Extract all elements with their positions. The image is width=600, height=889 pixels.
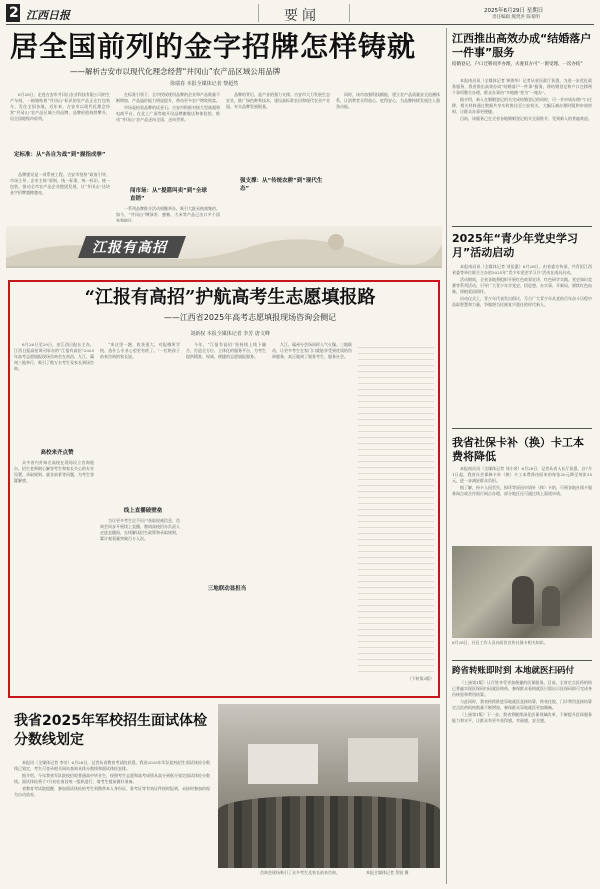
feature-col-1: [14, 342, 94, 446]
paper-name: 江西日报: [26, 9, 70, 22]
bottom-photo: [218, 704, 440, 868]
lead-col-4: [336, 92, 440, 222]
bottom-paragraph: 据介绍，今年我省军队院校招收普通高中毕业生，按照考生志愿和高考成绩从高分到低分划定面试体检分数线。面试体检将于7月初在南昌统一组织进行，请考生提前做好准备。: [14, 773, 210, 784]
bottom-photo-credit: 本报全媒体记者 蔡锐 摄: [366, 870, 409, 875]
story1-paragraph: 据介绍，新人在婚姻登记机关完成结婚登记的同时，可一并申请办理户口迁移，相关材料通过数据共享实时推送至公安机关，大幅压减办理时限和申请材料，让群众办事更便捷。: [452, 97, 592, 114]
bottom-paragraph: 省教育考试院提醒，参加面试体检的考生须携带本人身份证、准考证等有效证件按时报到，未按时参加的视为自动放弃。: [14, 786, 210, 797]
lead-headline: 居全国前列的金字招牌怎样铸就: [10, 30, 417, 63]
lead-subhead-2: 闯市场：从“提篮叫卖”到“全球直销”: [130, 188, 207, 202]
lead-byline: 徐瑞春 本报全媒体记者 黎超然: [170, 81, 239, 87]
feature-paragraph: 九江、赣州分会场同样人气火爆。三地联动，让更多考生在家门口就能享受到优质的咨询服务，真正做到了服务考生、服务社会。: [272, 342, 352, 359]
column-divider: [446, 28, 447, 884]
right-photo: [452, 546, 592, 638]
feature-subhead-1: 高校来齐点赞: [40, 450, 74, 456]
banner-graphic: [6, 226, 442, 266]
banner-label: 江报有高招: [92, 240, 167, 256]
masthead: [6, 4, 594, 24]
story1-subtitle: 结婚登记、户口迁移同步办理，夫妻双方可“一窗受理、一次办结”: [452, 62, 583, 67]
feature-col-4: [272, 342, 352, 684]
right-rule-2: [452, 428, 592, 429]
story1-paragraph: 本报南昌讯（全媒体记者 钟海华）记者从省民政厅获悉，为进一步优化政务服务，我省推出高效办成“结婚落户一件事”服务，将结婚登记和户口迁移两个事项整合办理，群众办事由“多地跑”变为“一地办”。: [452, 78, 592, 95]
feature-col-2: [100, 342, 180, 502]
section-title: 要闻: [284, 8, 320, 24]
lead-subtitle: ——解析吉安市以现代化理念经营“井冈山”农产品区域公用品牌: [70, 67, 281, 76]
story3-paragraph: 据了解，持卡人因丢失、损坏等原因申请补（换）卡的，可到各地社保卡服务网点或合作银行网点办理，部分地区还可通过线上渠道申请。: [452, 485, 592, 496]
lead-subhead-3: 强支撑：从“传统农耕”到“现代生态”: [240, 178, 323, 192]
story2-paragraph: 启动仪式上，青少年代表发出倡议，号召广大青少年从党的百年奋斗历程中汲取智慧和力量，争做堪当民族复兴重任的时代新人。: [452, 296, 592, 307]
lead-col-1: [10, 92, 110, 148]
banner-wave: [6, 239, 442, 266]
lead-paragraph: 一系列品牌推介活动相继举办，吸引大批采购商签约。如今，“井冈山”牌绿茶、蜜柚、大米等产品已出口多个国家和地区。: [116, 206, 220, 222]
photo-figure: [542, 586, 560, 626]
photo-booth: [248, 744, 318, 784]
bottom-body: [14, 760, 210, 880]
right-rule-1: [452, 226, 592, 227]
story2-body: [452, 264, 592, 416]
lead-paragraph: 在标准引领下，全市授权使用品牌的企业和产品数量不断增加，产品溢价能力明显提升，带动更多农户增收致富。: [116, 92, 220, 103]
bottom-headline: 我省2025年军校招生面试体检分数线划定: [14, 713, 207, 748]
story2-paragraph: 活动期间，全省各地将组织开展红色故事宣讲、红色研学实践、党史知识竞赛等系列活动，引导广大青少年学党史、悟思想、办实事、开新局，赓续红色血脉，厚植爱国情怀。: [452, 277, 592, 294]
feature-continuation: （下转第3版）: [407, 676, 434, 681]
feature-col-1b: [14, 460, 94, 688]
story4-paragraph: （上接第1版）下一步，我省将继续深化医保领域改革，不断提升医保服务能力和水平，让群众有更多获得感、幸福感、安全感。: [452, 712, 592, 723]
feature-subhead-2: 线上直播破壁垒: [123, 508, 163, 514]
lead-paragraph: 同时，该市加强科技赋能，建立农产品质量安全追溯体系，让消费者买得放心、吃得安心，为品牌持续发展注入强劲动能。: [336, 92, 440, 109]
lead-paragraph: 市场是检验品牌的试金石。吉安市积极对接大型商超和电商平台，在北上广深等地开设品牌旗舰店和体验馆，推动“井冈山”农产品走向全国、走向世界。: [116, 105, 220, 122]
feature-col-3: [186, 342, 266, 582]
story1-body: [452, 78, 592, 226]
feature-col-2b: [100, 518, 180, 686]
feature-byline: 刘新权 本报全媒体记者 李芳 唐文峰: [190, 331, 270, 337]
story4-body: [452, 680, 592, 880]
lead-paragraph: 品牌建设是一项系统工程。吉安市坚持“政府引导、市场主导、企业主体”原则，统一标准、统一标识、统一包装，推动全市农产品企业抱团发展，让“井冈山”这块金字招牌越擦越亮。: [10, 172, 110, 195]
feature-paragraph: 今年，“江报有高招”坚持线上线下融合，打造全方位、立体化的服务平台，为考生提供精准、权威、便捷的志愿填报服务。: [186, 342, 266, 359]
lead-paragraph: 品牌的背后，是产业的强力支撑。吉安市大力发展生态农业，推广绿色种养技术，建设高标准农田和现代农业产业园，夯实品牌发展根基。: [226, 92, 330, 109]
banner-sun: [328, 234, 344, 250]
story2-title: 2025年“青少年党史学习月”活动启动: [452, 232, 578, 259]
header-rule: [6, 24, 594, 25]
photo-booth: [348, 738, 418, 782]
lead-subhead-1: 定标准：从“各自为战”到“握指成拳”: [14, 152, 106, 158]
photo-crowd: [218, 796, 440, 868]
story4-paragraph: （上接第1版）让百姓享受更加便捷的医保服务。目前，全省定点医药机构已普遍实现医保码扫码就医购药，参保群众看病就医只需出示医保码即可完成身份核验和费用结算。: [452, 680, 592, 697]
lead-paragraph: 6月28日，走进吉安市井冈山农业科技有限公司的生产车间，一箱箱贴着“井冈山”标识的农产品正在打包装车，发往全国各地。近年来，吉安市以现代化理念经营“井冈山”农产品区域公用品牌，品牌价值持续攀升，居全国地级市前列。: [10, 92, 110, 121]
right-rule-3: [452, 660, 592, 661]
lead-col-2: [116, 92, 220, 184]
lead-col-2b: [116, 206, 220, 222]
story2-paragraph: 本报南昌讯（全媒体记者 刘佳惠）6月28日，由省委宣传部、共青团江西省委等单位联合主办的2025年“青少年党史学习月”活动在南昌启动。: [452, 264, 592, 275]
feature-paragraph: 6月26日至29日，由江西日报社主办、江西日报高招周刊承办的“江报有高招”2025年高考志愿填报现场咨询会在南昌、九江、赣州三地举行，吸引了数万名考生及家长到场咨询。: [14, 342, 94, 371]
story4-paragraph: 与此同时，我省持续推进异地就医直接结算，跨省住院、门诊费用直接结算定点医药机构数量不断增加，参保群众异地就医更加顺畅。: [452, 699, 592, 710]
feature-paragraph: “来这里一趟，收获很大，对报哪所学校、选什么专业心里更有底了。”一位陪孩子前来咨询的家长说。: [100, 342, 180, 359]
right-photo-caption: 6月28日，社区工作人员向居民宣传社保卡相关知识。: [452, 640, 548, 645]
story1-title: 江西推出高效办成“结婚落户一件事”服务: [452, 32, 592, 59]
feature-side-fill: [358, 342, 434, 672]
story1-paragraph: 目前，该服务已在全省各地婚姻登记机关全面推开，受到新人的普遍欢迎。: [460, 116, 592, 121]
feature-paragraph: 为让更多考生足不出户获取权威信息，咨询会同步开展线上直播，邀请高校招办负责人走进直播间，在线解读招生政策和录取规则，累计观看量突破百万人次。: [100, 518, 180, 541]
feature-banner: [6, 226, 442, 268]
story3-body: [452, 466, 592, 546]
editors-line: 责任编辑 熊贤洪 陈希明: [492, 15, 540, 20]
lead-col-1b: [10, 172, 110, 222]
bottom-paragraph: 本报讯（全媒体记者 李芳）6月28日，记者从省教育考试院获悉，我省2025年军队院校招生面试体检分数线已划定，考生可登录相关网站查询具体分数线和面试体检安排。: [14, 760, 210, 771]
feature-paragraph: 众多省内外知名高校在现场设立咨询展台，招生老师耐心解答考生和家长关心的专业设置、录取规则、就业前景等问题，为考生答疑解惑。: [14, 460, 94, 483]
story3-paragraph: 本报南昌讯（全媒体记者 刘小荣）6月28日，记者从省人社厅获悉，自7月1日起，我省社会保障卡补（换）卡工本费将由原来的每张20元降至每张15元，进一步减轻群众负担。: [452, 466, 592, 483]
story4-title: 跨省转账即时到 本地就医扫码付: [452, 666, 574, 676]
feature-subtitle: ——江西省2025年高考志愿填报现场咨询会侧记: [163, 313, 337, 322]
feature-subhead-3: 三地联动显担当: [207, 586, 247, 592]
story3-title: 我省社保卡补（换）卡工本费将降低: [452, 436, 584, 463]
photo-figure: [512, 576, 534, 624]
lead-col-3: [226, 92, 330, 176]
bottom-photo-caption: 咨询会现场吸引了众多考生及家长前来咨询。: [260, 870, 340, 875]
page-number: 2: [9, 5, 19, 21]
feature-headline: “江报有高招”护航高考生志愿填报路: [84, 287, 376, 308]
issue-date: 2025年6月29日 星期日: [484, 8, 544, 14]
